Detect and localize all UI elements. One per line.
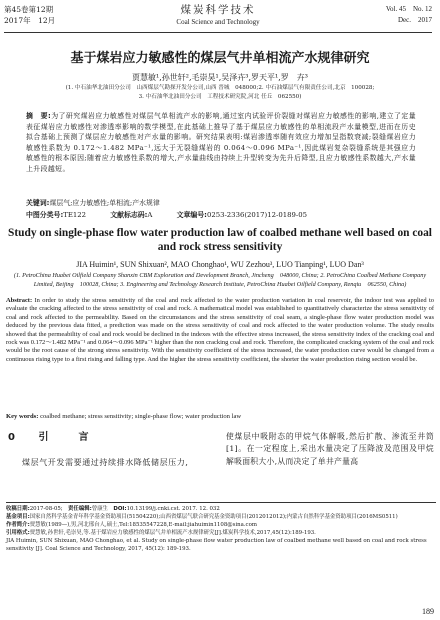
affiliations-cn — [10, 84, 430, 102]
header-rule — [4, 32, 432, 33]
abstract-cn-label: 摘 要: — [26, 112, 52, 120]
abstract-en-label: Abstract: — [6, 297, 33, 304]
abstract-en-text: In order to study the stress sensitivity of the coal and rock affected to the water production variation in coal reservoir, the indoor test was applied to evaluate the cracking affected to the stress sensitivity of coal and rock. A mathematical model was established to quantitatively characterize the stress sensitivity of coal and rock affected to the permeability. Based on the circumstances and the stress sensitivity of coal seam, a single-phase flow water production model was deduced by the previous data fitted, a prediction was made on the stress sensitivity of coal and rock affected to the water production volume. The study results showed that the permeability of coal and rock would be declined in the indexes with the effective stress increased, the stress sensitivity index of the cracking coal and rock was 0.172～1.482 MPa⁻¹ and 0.064～0.096 MPa⁻¹ higher than the non cracking coal and rock. Therefore, the complicated cracking system of the coal and rock would be the root cause of the strong stress sensitivity. With the sensitivity coefficient of the stress increased, the water production curve would be changed from a continuous rising type to a first rising and falling type. And the higher the stress sensitivity coefficient, the shorter the water production rising section would be. — [6, 297, 435, 363]
article-title-en: Study on single-phase flow water production law of coalbed methane well based on coal and rock stress sensitivity — [8, 227, 432, 253]
keywords-en-label: Key words: — [6, 413, 39, 420]
keywords-en — [6, 412, 434, 421]
body-column-right: 使煤层中吸附态的甲烷气体解吸,然后扩散、渗流至井筒[1]。在一定程度上,采出水量决定了压降波及范围及甲烷解吸面积大小,从而决定了单井产量高 — [226, 432, 434, 466]
header-right — [386, 4, 432, 26]
affiliation-line: (1. 中石油华北油田分公司 山西煤层气勘探开发分公司,山西 晋城 048000;2. 中石油煤层气有限责任公司,北京 100028; — [65, 85, 375, 91]
article-number: 文章编号:0253-2336(2017)12-0189-05 — [176, 211, 307, 219]
article-title-cn: 基于煤岩应力敏感性的煤层气井单相流产水规律研究 — [70, 51, 370, 66]
footnote-author: 作者简介:贾慧敏(1989—),男,河北邢台人,硕士,Tel:18535547228,E-mail:jiahuimin1108@sina.com — [6, 522, 257, 528]
header-center — [4, 4, 432, 27]
body-column-left — [6, 431, 214, 469]
clc-number: 中图分类号:TE122 — [26, 211, 86, 219]
journal-name-en: Coal Science and Technology — [176, 18, 260, 26]
footnote-rule — [6, 502, 436, 503]
footnote-fund: 基金项目:国家自然科学基金青年科学基金资助项目(51504220);山西省煤层气联合研究基金资助项目(2012012012);内蒙古自然科学基金资助项目(2016MS0511) — [6, 514, 398, 520]
abstract-cn — [26, 111, 416, 175]
abstract-en — [6, 297, 434, 364]
affiliations-en: (1. PetroChina Huabei Oilfield Company Shanxin CBM Exploration and Development Branch, Jincheng 048000, China; 2. PetroChina Coalbed Methane Company Limited, Beijing 100028, China; 3. Engineering and Technology Research Institute, PetroChina Huabei Oilfield Company, Renqiu 062550, China) — [13, 272, 427, 288]
authors-en: JIA Huimin¹, SUN Shixuan², MAO Chonghao¹, WU Zezhou³, LUO Tianping¹, LUO Dan³ — [76, 260, 364, 269]
date-cn: 2017年 12月 — [4, 16, 56, 25]
section-heading: 0 引 言 — [8, 432, 99, 443]
date-en: Dec. 2017 — [397, 16, 432, 24]
affiliation-line: 3. 中石油华北油田分公司 工程技术研究院,河北 任丘 062550) — [138, 94, 302, 100]
volume-cn: 第45卷第12期 — [4, 5, 54, 14]
running-header — [4, 4, 432, 34]
keywords-en-text: coalbed methane; stress sensitivity; single-phase flow; water production law — [40, 413, 242, 420]
document-code: 文献标志码:A — [110, 211, 153, 219]
volume-en: Vol. 45 No. 12 — [385, 5, 432, 13]
footnote-received: 收稿日期:2017-08-05; 责任编辑:曾康生 DOI:10.13199/j.cnki.cst. 2017. 12. 032 — [6, 506, 220, 512]
footnote-citation: 引用格式:贾慧敏,孙世轩,毛崇昊,等.基于煤岩应力敏感性的煤层气井单相流产水规律研究[J].煤炭科学技术,2017,45(12):189-193. — [6, 530, 316, 536]
classification-line — [26, 210, 416, 220]
page-number: 189 — [422, 607, 434, 616]
keywords-cn — [26, 198, 416, 208]
body-paragraph: 煤层气开发需要通过持续排水降低储层压力, — [22, 458, 189, 467]
keywords-cn-label: 关键词: — [26, 199, 50, 207]
keywords-cn-text: 煤层气;应力敏感性;单相流;产水规律 — [49, 199, 160, 207]
footnote-citation-en: JIA Huimin, SUN Shixuan, MAO Chonghao, et al. Study on single-phase flow water production law of coalbed methane well based on coal and rock stress sensitivity [J]. Coal Science and Technology, 2017, 45(12): 189-193. — [6, 538, 427, 552]
footnotes — [6, 505, 434, 553]
authors-cn: 贾慧敏¹,孙世轩²,毛崇昊¹,吴泽卉³,罗天平¹,罗 卉³ — [132, 73, 308, 82]
abstract-cn-text: 为了研究煤岩应力敏感性对煤层气单相流产水的影响,通过室内试验评价裂缝对煤岩应力敏感性的影响,建立了定量表征煤岩应力敏感性对渗透率影响的数学模型,在此基础上推导了基于煤层应力敏感性的单相流段产水量模型,进而在历史拟合基础上预测了煤层应力敏感性对产水量的影响。研究结果表明:煤岩渗透率随有效应力增加呈指数衰减;裂缝煤岩应力敏感性系数为 0.172～1.482 MPa⁻¹,远大于无裂缝煤岩的 0.064～0.096 MPa⁻¹,因此煤岩复杂裂缝系统是其强应力敏感性的根本原因;随着应力敏感性系数的增大,产水量曲线由持续上升型转变为先升后降型,且应力敏感性系数越大,产水量上升段越短。 — [26, 112, 416, 173]
journal-name-cn: 煤炭科学技术 — [180, 4, 256, 16]
